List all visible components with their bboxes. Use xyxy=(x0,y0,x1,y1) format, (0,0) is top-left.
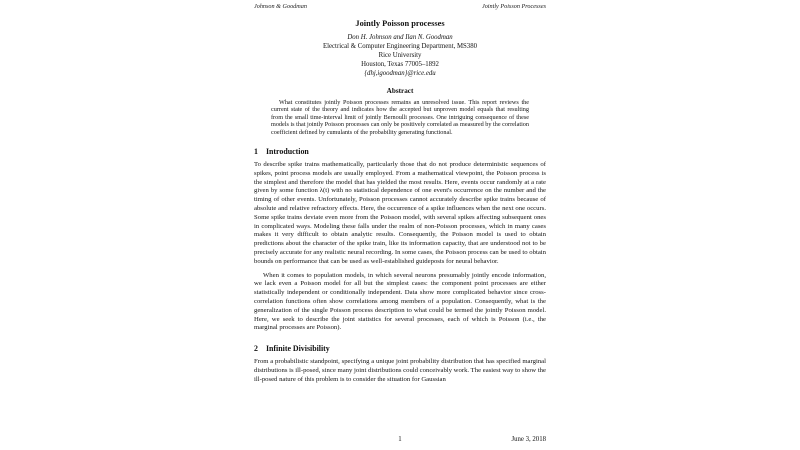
paper-page xyxy=(226,0,574,450)
section-number: 2 xyxy=(254,344,258,354)
paper-title: Jointly Poisson processes xyxy=(355,19,445,28)
affiliation-address: Houston, Texas 77005–1892 xyxy=(361,61,439,68)
section-title: Introduction xyxy=(265,147,309,157)
running-head xyxy=(254,3,546,10)
page-footer xyxy=(254,436,546,445)
paragraph: To describe spike trains mathematically, particularly those that do not produce deterministic sequences of spikes, point process models are usually employed. From a mathematical viewpoint, the Poisson process is the simplest and therefore the model that has yielded the most results. Here, events occur randomly at a rate given by some function λ(t) with no statistical dependence of one event's occurrence on the number and the timing of other events. Unfortunately, Poisson processes cannot accurately describe spike trains because of absolute and relative refractory effects. Here, the occurrence of a spike influences when the next one occurs. Some spike trains deviate even more from the Poisson model, with several spikes affecting subsequent ones in complicated ways. Modeling these falls under the realm of non-Poisson processes, which in many cases makes it very difficult to obtain analytic results. Consequently, the Poisson model is used to obtain predictions about the character of the spike train, like its information capacity, that are understood not to be precisely accurate for any realistic neural recording. In some cases, the Poisson process can be used to obtain bounds on performance that can be used as well-established guideposts for neural behavior. xyxy=(254,161,546,265)
author-names: Don H. Johnson and Ilan N. Goodman xyxy=(347,34,453,41)
footer-date: June 3, 2018 xyxy=(511,436,546,443)
paragraph: From a probabilistic standpoint, specifying a unique joint probability distribution that has specified marginal distributions is ill-posed, since many joint distributions could conceivably work. The easiest way to show the ill-posed nature of this problem is to consider the situation for Gaussian xyxy=(254,358,546,383)
page-number: 1 xyxy=(398,436,402,443)
paragraph: When it comes to population models, in which several neurons presumably jointly encode information, we lack even a Poisson model for all but the simplest cases: the component point processes are either statistically independent or conditionally independent. Data show more complicated behavior since cross-correlation functions often show correlations among members of a population. Consequently, what is the generalization of the single Poisson process description to what could be termed the jointly Poisson model. Here, we seek to describe the joint statistics for several processes, each of which is Poisson (i.e., the marginal processes are Poisson). xyxy=(254,271,546,332)
running-head-authors: Johnson & Goodman xyxy=(254,3,307,10)
affiliation-university: Rice University xyxy=(378,52,422,59)
section-heading-introduction xyxy=(254,147,546,156)
section-title: Infinite Divisibility xyxy=(265,344,330,354)
abstract-heading: Abstract xyxy=(386,87,414,95)
section-number: 1 xyxy=(254,147,258,157)
running-head-title: Jointly Poisson Processes xyxy=(481,3,546,10)
abstract-text: What constitutes jointly Poisson processes remains an unresolved issue. This report reviews the current state of the theory and indicates how the accepted but unproven model equals that resulting from the small time-interval limit of jointly Bernoulli processes. One intriguing consequence of these models is that jointly Poisson processes can only be positively correlated as measured by the correlation coefficient defined by cumulants of the probability generating functional. xyxy=(271,99,529,136)
section-heading-infinite-divisibility xyxy=(254,344,546,353)
affiliation-department: Electrical & Computer Engineering Department, MS380 xyxy=(322,43,478,50)
author-email: {dhj,igoodman}@rice.edu xyxy=(364,70,436,77)
